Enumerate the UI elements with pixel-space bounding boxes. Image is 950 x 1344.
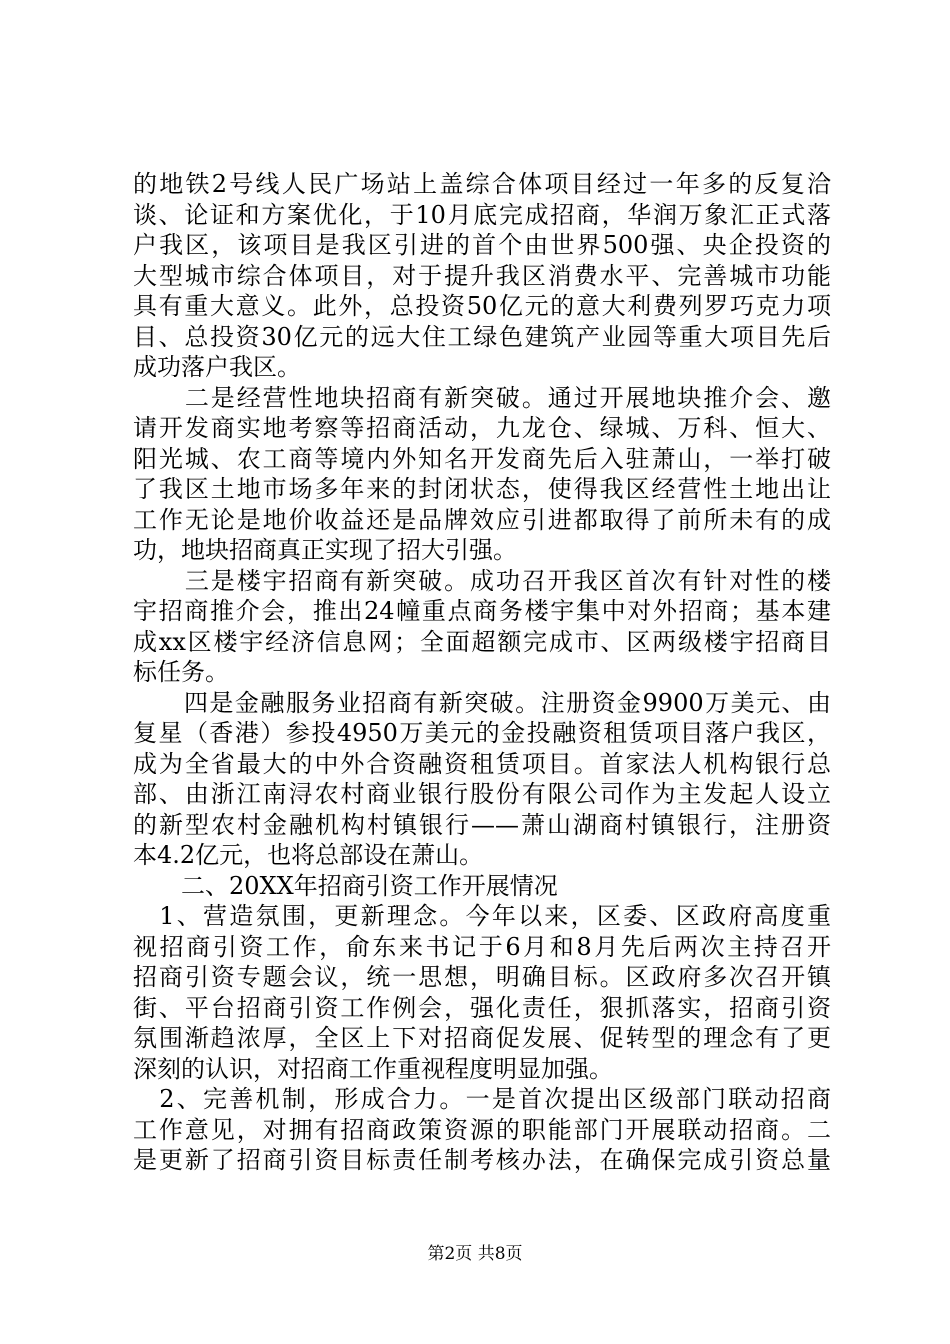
text-line: 了我区土地市场多年来的封闭状态，使得我区经营性土地出让 (133, 475, 831, 503)
text-line: 目、总投资30亿元的远大住工绿色建筑产业园等重大项目先后 (133, 322, 831, 351)
text-line: 复星（香港）参投4950万美元的金投融资租赁项目落户我区， (133, 719, 831, 747)
text-line: 宇招商推介会，推出24幢重点商务楼宇集中对外招商；基本建 (133, 597, 831, 625)
text-line: 氛围渐趋浓厚，全区上下对招商促发展、促转型的理念有了更 (133, 1024, 831, 1052)
text-line: 大型城市综合体项目，对于提升我区消费水平、完善城市功能 (133, 261, 831, 290)
text-line: 工作意见，对拥有招商政策资源的职能部门开展联动招商。二 (133, 1115, 831, 1144)
text-line: 招商引资专题会议，统一思想，明确目标。区政府多次召开镇 (133, 963, 831, 991)
text-line: 2、完善机制，形成合力。一是首次提出区级部门联动招商 (133, 1085, 831, 1113)
section-heading: 二、20XX年招商引资工作开展情况 (133, 871, 558, 900)
text-line: 成功落户我区。 (133, 353, 301, 381)
text-line: 谈、论证和方案优化，于10月底完成招商，华润万象汇正式落 (133, 200, 831, 229)
text-line: 深刻的认识，对招商工作重视程度明显加强。 (133, 1054, 613, 1083)
text-line: 四是金融服务业招商有新突破。注册资金9900万美元、由 (133, 688, 831, 717)
text-line: 标任务。 (133, 658, 229, 686)
text-line: 具有重大意义。此外，总投资50亿元的意大利费列罗巧克力项 (133, 292, 831, 320)
text-line: 阳光城、农工商等境内外知名开发商先后入驻萧山，一举打破 (133, 444, 831, 473)
text-line: 二是经营性地块招商有新突破。通过开展地块推介会、邀 (133, 383, 831, 412)
text-line: 部、由浙江南浔农村商业银行股份有限公司作为主发起人设立 (133, 780, 831, 808)
text-line: 三是楼宇招商有新突破。成功召开我区首次有针对性的楼 (133, 566, 831, 595)
text-line: 本4.2亿元，也将总部设在萧山。 (133, 841, 484, 869)
text-line: 工作无论是地价收益还是品牌效应引进都取得了前所未有的成 (133, 505, 831, 534)
text-line: 街、平台招商引资工作例会，强化责任，狠抓落实，招商引资 (133, 993, 831, 1022)
text-line: 功，地块招商真正实现了招大引强。 (133, 536, 517, 564)
text-line: 视招商引资工作，俞东来书记于6月和8月先后两次主持召开 (133, 932, 831, 961)
page-footer: 第2页 共8页 (427, 1244, 523, 1264)
text-line: 成为全省最大的中外合资融资租赁项目。首家法人机构银行总 (133, 749, 831, 778)
text-line: 请开发商实地考察等招商活动，九龙仓、绿城、万科、恒大、 (133, 414, 831, 442)
text-line: 1、营造氛围，更新理念。今年以来，区委、区政府高度重 (133, 902, 831, 930)
text-line: 的新型农村金融机构村镇银行——萧山湖商村镇银行，注册资 (133, 810, 831, 839)
text-line: 成xx区楼宇经济信息网；全面超额完成市、区两级楼宇招商目 (133, 627, 831, 656)
text-line: 是更新了招商引资目标责任制考核办法，在确保完成引资总量 (133, 1146, 831, 1174)
text-line: 户我区，该项目是我区引进的首个由世界500强、央企投资的 (133, 231, 831, 259)
text-line: 的地铁2号线人民广场站上盖综合体项目经过一年多的反复洽 (133, 170, 831, 198)
